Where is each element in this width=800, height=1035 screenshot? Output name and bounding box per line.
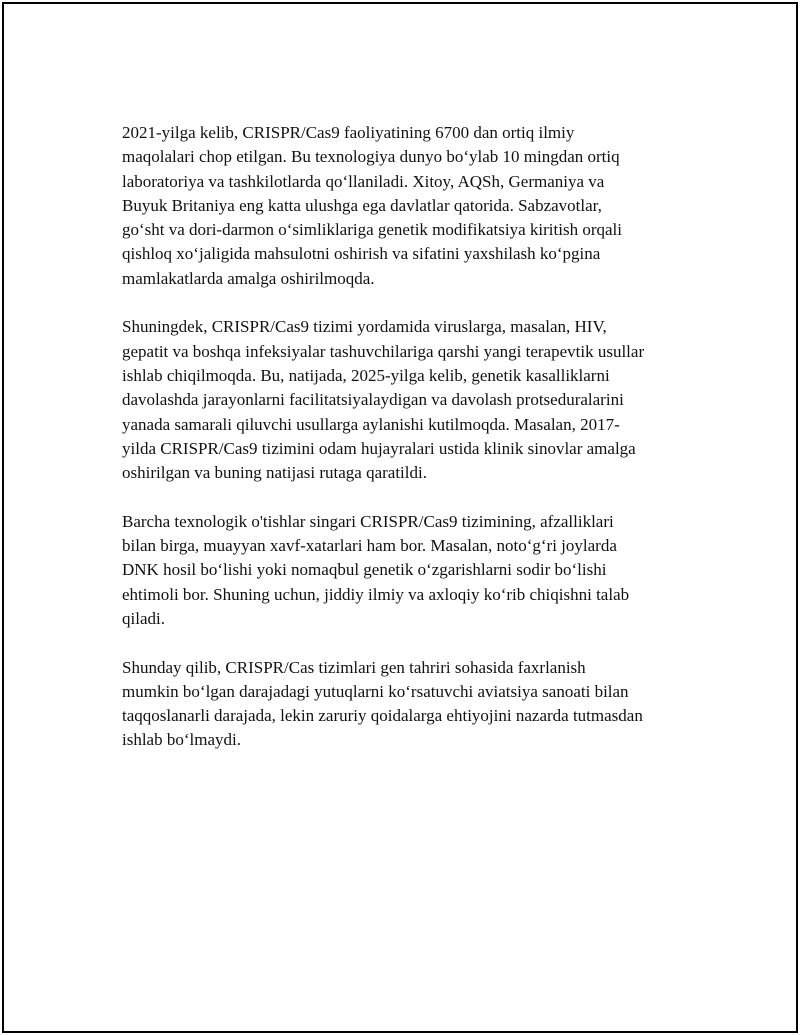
paragraph-crispr-publications: 2021-yilga kelib, CRISPR/Cas9 faoliyatining 6700 dan ortiq ilmiy maqolalari chop etilgan. Bu texnologiya dunyo bo‘ylab 10 mingdan ortiq laboratoriya va tashkilotlarda qo‘llaniladi. Xitoy, AQSh, Germaniya va Buyuk Britaniya eng katta ulushga ega davlatlar qatorida. Sabzavotlar, go‘sht va dori-darmon o‘simliklariga genetik modifikatsiya kiritish orqali qishloq xo‘jaligida mahsulotni oshirish va sifatini yaxshilash ko‘pgina mamlakatlarda amalga oshirilmoqda. bbox=[122, 123, 622, 288]
page-frame bbox=[2, 2, 798, 1033]
document-body bbox=[122, 121, 702, 777]
paragraph-risks: Barcha texnologik o'tishlar singari CRISPR/Cas9 tizimining, afzalliklari bilan birga, muayyan xavf-xatarlari ham bor. Masalan, noto‘g‘ri joylarda DNK hosil bo‘lishi yoki nomaqbul genetik o‘zgarishlarni sodir bo‘lishi ehtimoli bor. Shuning uchun, jiddiy ilmiy va axloqiy ko‘rib chiqishni talab qiladi. bbox=[122, 511, 630, 628]
paragraph-conclusion: Shunday qilib, CRISPR/Cas tizimlari gen tahriri sohasida faxrlanish mumkin bo‘lgan darajadagi yutuqlarni ko‘rsatuvchi aviatsiya sanoati bilan taqqoslanarli darajada, lekin zaruriy qoidalarga ehtiyojini nazarda tutmasdan ishlab bo‘lmaydi. bbox=[122, 657, 643, 750]
paragraph-therapeutic-methods: Shuningdek, CRISPR/Cas9 tizimi yordamida viruslarga, masalan, HIV, gepatit va boshqa infeksiyalar tashuvchilariga qarshi yangi terapevtik usullar ishlab chiqilmoqda. Bu, natijada, 2025-yilga kelib, genetik kasalliklarni davolashda jarayonlarni facilitatsiyalaydigan va davolash protseduralarini yanada samarali qiluvchi usullarga aylanishi kutilmoqda. Masalan, 2017- yilda CRISPR/Cas9 tizimini odam hujayralari ustida klinik sinovlar amalga oshirilgan va buning natijasi rutaga qaratildi. bbox=[122, 317, 645, 483]
